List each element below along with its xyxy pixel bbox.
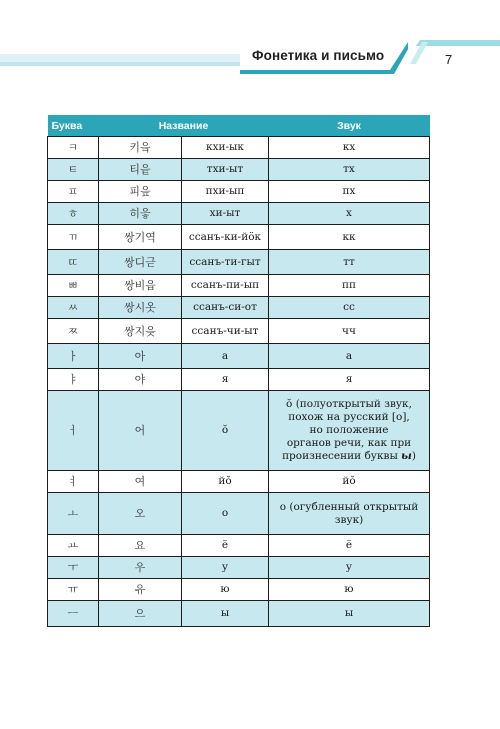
sound-emphasis: ы [401,450,412,462]
russian-name-cell: ссанъ-си-от [182,297,269,319]
sound-cell: ю [269,579,430,601]
sound-line: но положение [309,424,389,436]
alphabet-table [47,115,430,627]
table-row [48,203,430,225]
sound-line: похож на русский [o], [288,411,410,423]
korean-name-cell: 피읖 [99,181,182,203]
table-row [48,391,430,471]
sound-line: ŏ (полуоткрытый звук, [286,398,412,410]
letter-cell: ㅡ [48,601,99,627]
letter-cell: ㅃ [48,275,99,297]
korean-name-cell: 여 [99,471,182,493]
sound-cell: тх [269,159,430,181]
sound-cell: кк [269,225,430,250]
russian-name-cell: ссанъ-ти-гыт [182,250,269,275]
table-row [48,471,430,493]
russian-name-cell: кхи-ык [182,137,269,159]
column-header-name: Название [99,115,269,137]
russian-name-cell: ссанъ-чи-ыт [182,319,269,344]
table-row [48,181,430,203]
russian-name-cell: хи-ыт [182,203,269,225]
korean-name-cell: 쌍디귿 [99,250,182,275]
korean-name-cell: 으 [99,601,182,627]
korean-name-cell: 야 [99,369,182,391]
table-row [48,319,430,344]
page-number: 7 [445,52,453,67]
letter-cell: ㅆ [48,297,99,319]
header-accent-shape [410,38,500,68]
russian-name-cell: ссанъ-ки-йӧк [182,225,269,250]
table-row [48,225,430,250]
table-header-row [48,115,430,137]
letter-cell: ㅠ [48,579,99,601]
korean-name-cell: 쌍시옷 [99,297,182,319]
sound-line: органов речи, как при [286,437,412,449]
sound-cell: ы [269,601,430,627]
letter-cell: ㅏ [48,344,99,369]
letter-cell: ㅍ [48,181,99,203]
sound-tail: ) [411,450,416,462]
russian-name-cell: пхи-ып [182,181,269,203]
sound-cell: чч [269,319,430,344]
korean-name-cell: 키읔 [99,137,182,159]
table-row [48,579,430,601]
russian-name-cell: ё [182,535,269,557]
page-title: Фонетика и письмо [252,48,385,63]
table-row [48,601,430,627]
table-row [48,344,430,369]
russian-name-cell: йŏ [182,471,269,493]
table-row [48,535,430,557]
sound-cell: у [269,557,430,579]
letter-cell: ㅓ [48,391,99,471]
sound-cell: пх [269,181,430,203]
table-row [48,297,430,319]
sound-cell [269,493,430,535]
korean-name-cell: 유 [99,579,182,601]
russian-name-cell: я [182,369,269,391]
letter-cell: ㅋ [48,137,99,159]
sound-cell: йŏ [269,471,430,493]
letter-cell: ㅎ [48,203,99,225]
russian-name-cell: тхи-ыт [182,159,269,181]
korean-name-cell: 히읗 [99,203,182,225]
korean-name-cell: 어 [99,391,182,471]
sound-cell: я [269,369,430,391]
sound-cell: х [269,203,430,225]
table-row [48,159,430,181]
letter-cell: ㅑ [48,369,99,391]
sound-cell: сс [269,297,430,319]
russian-name-cell: у [182,557,269,579]
letter-cell: ㅉ [48,319,99,344]
table-row [48,137,430,159]
korean-name-cell: 쌍비읍 [99,275,182,297]
table-row [48,369,430,391]
column-header-sound: Звук [269,115,430,137]
table-row [48,493,430,535]
sound-cell: пп [269,275,430,297]
russian-name-cell: а [182,344,269,369]
sound-cell: а [269,344,430,369]
korean-name-cell: 요 [99,535,182,557]
korean-name-cell: 오 [99,493,182,535]
russian-name-cell: ы [182,601,269,627]
letter-cell: ㅜ [48,557,99,579]
letter-cell: ㄲ [48,225,99,250]
sound-cell: тт [269,250,430,275]
korean-name-cell: 쌍기역 [99,225,182,250]
russian-name-cell: ссанъ-пи-ып [182,275,269,297]
sound-cell [269,391,430,471]
letter-cell: ㅌ [48,159,99,181]
sound-cell: кх [269,137,430,159]
table-row [48,250,430,275]
table-row [48,557,430,579]
letter-cell: ㅛ [48,535,99,557]
korean-name-cell: 우 [99,557,182,579]
sound-line: звук) [334,513,364,526]
sound-line: произнесении буквы [282,450,402,462]
column-header-letter: Буква [48,115,99,137]
letter-cell: ㅕ [48,471,99,493]
korean-name-cell: 아 [99,344,182,369]
russian-name-cell: о [182,493,269,535]
letter-cell: ㅗ [48,493,99,535]
korean-name-cell: 티읕 [99,159,182,181]
korean-name-cell: 쌍지읒 [99,319,182,344]
letter-cell: ㄸ [48,250,99,275]
russian-name-cell: ю [182,579,269,601]
table-row [48,275,430,297]
sound-cell: ё [269,535,430,557]
sound-line: о (огубленный открытый [279,500,419,513]
russian-name-cell: ŏ [182,391,269,471]
